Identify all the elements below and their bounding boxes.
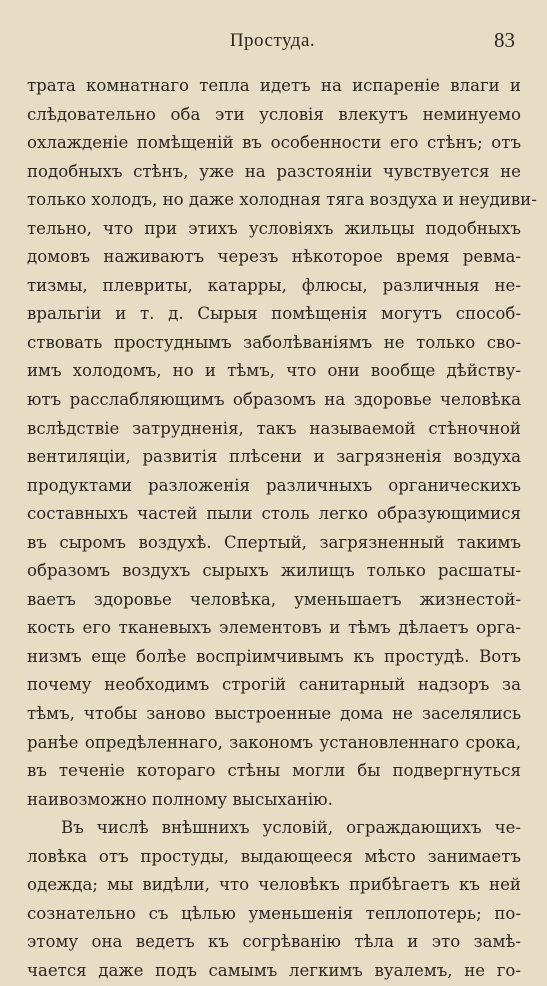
- text-line: чается даже подъ самымъ легкимъ вуалемъ, не го-: [27, 960, 521, 980]
- body-text: [27, 72, 537, 986]
- text-line: ваетъ здоровье человѣка, уменьшаетъ жизнестой-: [27, 589, 521, 609]
- text-line: тѣмъ, чтобы заново выстроенные дома не заселялись: [27, 704, 521, 724]
- page-header: [30, 30, 515, 60]
- text-line: наивозможно полному высыханію.: [27, 789, 333, 809]
- text-line: подобныхъ стѣнъ, уже на разстояніи чувствуется не: [27, 161, 521, 181]
- text-line: ловѣка отъ простуды, выдающееся мѣсто занимаетъ: [27, 846, 521, 866]
- text-line: домовъ наживаютъ черезъ нѣкоторое время ревма-: [27, 247, 521, 267]
- paragraph: [27, 72, 537, 814]
- text-line: Въ числѣ внѣшнихъ условій, ограждающихъ че-: [61, 818, 521, 838]
- text-line: въ теченіе котораго стѣны могли бы подвергнуться: [27, 761, 521, 781]
- text-line: почему необходимъ строгій санитарный надзоръ за: [27, 675, 521, 695]
- text-line: тельно, что при этихъ условіяхъ жильцы подобныхъ: [27, 218, 521, 238]
- text-line: въ сыромъ воздухѣ. Спертый, загрязненный такимъ: [27, 532, 521, 552]
- text-line: имъ холодомъ, но и тѣмъ, что они вообще дѣйству-: [27, 361, 521, 381]
- page-number: 83: [494, 28, 515, 52]
- text-line: этому она ведетъ къ согрѣванію тѣла и это замѣ-: [27, 932, 521, 952]
- text-line: кость его тканевыхъ элементовъ и тѣмъ дѣлаетъ орга-: [27, 618, 521, 638]
- text-line: составныхъ частей пыли столь легко образующимися: [27, 504, 521, 524]
- text-line: вслѣдствіе затрудненія, такъ называемой стѣночной: [27, 418, 521, 438]
- text-line: ютъ расслабляющимъ образомъ на здоровье человѣка: [27, 390, 521, 410]
- text-line: тизмы, плевриты, катарры, флюсы, различныя не-: [27, 275, 521, 295]
- text-line: ранѣе опредѣленнаго, закономъ установленнаго срока,: [27, 732, 521, 752]
- text-line: трата комнатнаго тепла идетъ на испареніе влаги и: [27, 76, 521, 95]
- text-line: охлажденіе помѣщеній въ особенности его стѣнъ; отъ: [27, 133, 521, 153]
- running-title: Простуда.: [229, 30, 316, 51]
- text-line: вентиляціи, развитія плѣсени и загрязненія воздуха: [27, 447, 521, 467]
- text-line: низмъ еще болѣе воспріимчивымъ къ простудѣ. Вотъ: [27, 646, 521, 666]
- text-line: одежда; мы видѣли, что человѣкъ прибѣгаетъ къ ней: [27, 875, 521, 895]
- text-line: образомъ воздухъ сырыхъ жилищъ только расшаты-: [27, 561, 521, 581]
- text-line: ствовать простуднымъ заболѣваніямъ не только сво-: [27, 332, 521, 352]
- text-line: только холодъ, но даже холодная тяга воздуха и неудиви-: [27, 190, 537, 210]
- text-line: вральгіи и т. д. Сырыя помѣщенія могутъ способ-: [27, 304, 521, 324]
- text-line: сознательно съ цѣлью уменьшенія теплопотерь; по-: [27, 903, 521, 923]
- text-line: продуктами разложенія различныхъ органическихъ: [27, 475, 521, 495]
- text-line: слѣдовательно оба эти условія влекутъ неминуемо: [27, 104, 521, 124]
